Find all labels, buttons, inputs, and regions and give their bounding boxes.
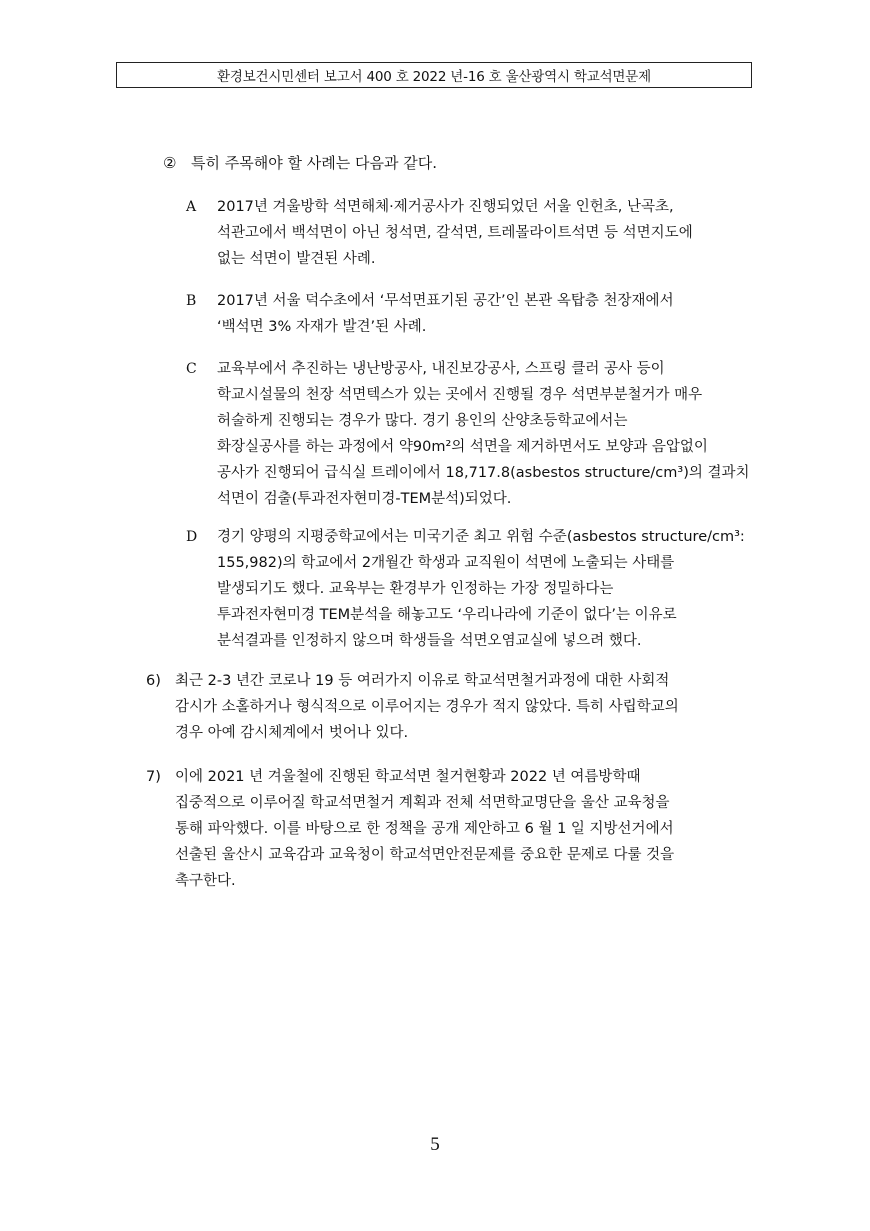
case-line: 155,982)의 학교에서 2개월간 학생과 교직원이 석면에 노출되는 사태를 xyxy=(217,555,675,571)
case-line: 교육부에서 추진하는 냉난방공사, 내진보강공사, 스프링 클러 공사 등이 xyxy=(217,361,665,377)
case-line: 2017년 겨울방학 석면해체·제거공사가 진행되었던 서울 인헌초, 난곡초, xyxy=(217,199,674,215)
case-line: 화장실공사를 하는 과정에서 약90m²의 석면을 제거하면서도 보양과 음압없이 xyxy=(217,439,708,455)
item-6 xyxy=(146,668,766,746)
case-d xyxy=(186,524,756,654)
report-header xyxy=(116,62,752,88)
item-line: 촉구한다. xyxy=(175,873,236,889)
case-c xyxy=(186,356,756,512)
case-line: 공사가 진행되어 급식실 트레이에서 18,717.8(asbestos structure/cm³)의 결과치 xyxy=(217,465,750,481)
case-line: 허술하게 진행되는 경우가 많다. 경기 용인의 산양초등학교에서는 xyxy=(217,413,628,429)
report-header-title: 환경보건시민센터 보고서 400 호 2022 년-16 호 울산광역시 학교석면문제 xyxy=(217,69,651,85)
item-line: 선출된 울산시 교육감과 교육청이 학교석면안전문제를 중요한 문제로 다룰 것을 xyxy=(175,847,675,863)
circled-number-marker: ② xyxy=(163,154,177,172)
case-line: 투과전자현미경 TEM분석을 해놓고도 ‘우리나라에 기준이 없다’는 이유로 xyxy=(217,607,677,623)
case-letter: A xyxy=(186,199,197,215)
case-letter: C xyxy=(186,361,197,377)
case-a xyxy=(186,194,756,272)
section-2-heading xyxy=(163,152,437,173)
case-b xyxy=(186,288,756,340)
section-2-heading-text: 특히 주목해야 할 사례는 다음과 같다. xyxy=(191,154,437,172)
item-line: 감시가 소홀하거나 형식적으로 이루어지는 경우가 적지 않았다. 특히 사립학교의 xyxy=(175,699,679,715)
case-line: 없는 석면이 발견된 사례. xyxy=(217,251,376,267)
item-line: 경우 아예 감시체계에서 벗어나 있다. xyxy=(175,725,409,741)
item-number: 7) xyxy=(146,769,161,785)
case-line: 분석결과를 인정하지 않으며 학생들을 석면오염교실에 넣으려 했다. xyxy=(217,633,642,649)
case-letter: D xyxy=(186,529,198,545)
item-line: 집중적으로 이루어질 학교석면철거 계획과 전체 석면학교명단을 울산 교육청을 xyxy=(175,795,670,811)
case-letter: B xyxy=(186,293,197,309)
case-line: ‘백석면 3% 자재가 발견’된 사례. xyxy=(217,319,427,335)
case-line: 석관고에서 백석면이 아닌 청석면, 갈석면, 트레몰라이트석면 등 석면지도에 xyxy=(217,225,693,241)
item-line: 통해 파악했다. 이를 바탕으로 한 정책을 공개 제안하고 6 월 1 일 지방선거에서 xyxy=(175,821,674,837)
case-line: 발생되기도 했다. 교육부는 환경부가 인정하는 가장 정밀하다는 xyxy=(217,581,614,597)
item-line: 이에 2021 년 겨울철에 진행된 학교석면 철거현황과 2022 년 여름방학때 xyxy=(175,769,641,785)
case-line: 석면이 검출(투과전자현미경-TEM분석)되었다. xyxy=(217,491,512,507)
case-line: 경기 양평의 지평중학교에서는 미국기준 최고 위험 수준(asbestos structure/cm³: xyxy=(217,529,745,545)
page-number: 5 xyxy=(430,1134,440,1155)
case-line: 2017년 서울 덕수초에서 ‘무석면표기된 공간’인 본관 옥탑층 천장재에서 xyxy=(217,293,674,309)
item-number: 6) xyxy=(146,673,161,689)
item-line: 최근 2-3 년간 코로나 19 등 여러가지 이유로 학교석면철거과정에 대한 사회적 xyxy=(175,673,670,689)
case-line: 학교시설물의 천장 석면텍스가 있는 곳에서 진행될 경우 석면부분철거가 매우 xyxy=(217,387,703,403)
item-7 xyxy=(146,764,766,894)
